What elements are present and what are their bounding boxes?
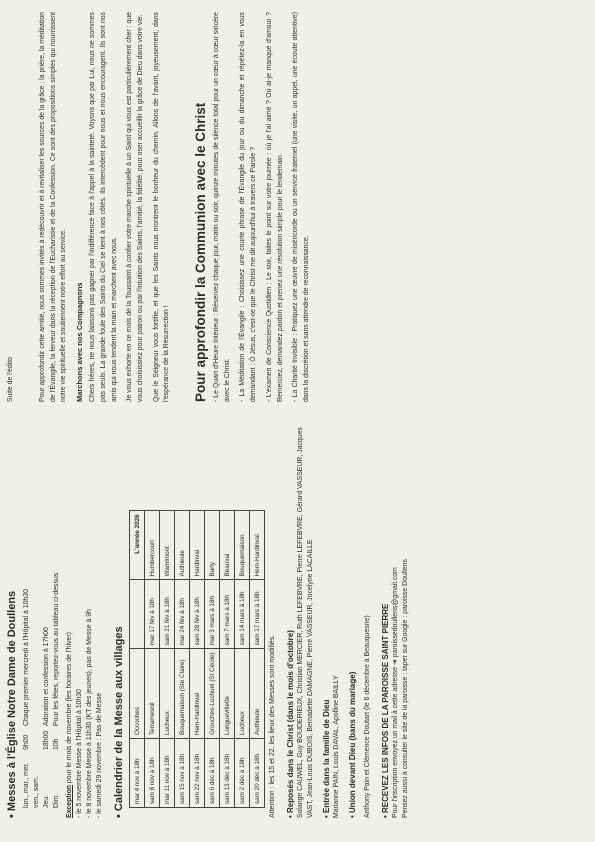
exception-item: - le 5 novembre Messe à l'Hôpital à 10h30 — [76, 689, 83, 818]
calendar-table — [129, 510, 265, 808]
mass-row — [32, 422, 42, 818]
calendar-cell: sam 6 déc à 18h — [205, 739, 220, 808]
mass-row — [52, 422, 62, 818]
left-column — [6, 422, 586, 818]
news-text-1: Pour l'inscription envoyez un mail à cette adresse ➜ paroissedoullens@gmail.com — [392, 567, 399, 818]
right-column — [6, 12, 586, 402]
wedding-text: Anthony Pain et Clémence Doutart (le 6 décembre à Beauquesne) — [364, 615, 371, 818]
communion-item: - L'examen de Conscience Quotidien : Le soir, faites le point sur votre journée : où je l'ai aimé ? Où ai-je manqué d'amour ? Remerciez, demandez pardon et prenez une résolution simple pour le lendemain. — [265, 12, 284, 402]
calendar-cell: mar 11 nov à 18h — [160, 739, 175, 808]
calendar-cell: mar 3 mars à 18h — [205, 580, 220, 649]
calendar-row — [220, 511, 235, 808]
calendar-cell — [130, 580, 145, 649]
calendar-cell: Authieule — [175, 511, 190, 580]
calendar-cell: sam 21 fév à 18h — [160, 580, 175, 649]
mass-days: Jeu. — [43, 794, 50, 808]
calendar-row — [175, 511, 190, 808]
exception-item: - le 8 novembre Messe à 11h30 (KT des jeunes), pas de Messe à 9h — [86, 609, 93, 818]
calendar-cell: Longuevillette — [220, 649, 235, 739]
calendar-cell: sam 8 nov à 18h — [145, 739, 160, 808]
deceased-title: • Reposés dans le Christ (dans le mois d'octobre) — [286, 422, 295, 818]
exception-text: pour le mois de novembre (les horaires de l'hiver) — [66, 632, 73, 784]
calendar-cell: sam 28 fév à 18h — [190, 580, 205, 649]
calendar-cell: Occoches — [130, 649, 145, 739]
news-title: • RECEVEZ LES INFOS DE LA PAROISSE SAINT PIERRE — [381, 422, 390, 818]
calendar-cell: Lucheux — [235, 649, 250, 739]
mass-note: Pour les fêtes, reportez-vous au tableau ci-dessus — [53, 572, 60, 726]
deceased-text: Solange CAUWEL, Guy BOUDERIEUX, Christian MERCIER, Ruth LEFEBVRE, Pierre LEFEBVRE, Gérard VASSEUR, Jacques VAST, Jean-Louis DUBOIS, Bernadette DAMAGNE, Pierre VASSEUR, Jocelyne LACAILLE — [297, 427, 314, 818]
calendar-cell: Hem-Hardinval — [250, 511, 265, 580]
mass-times-title: • Messes à l'Église Notre Dame de Doullens — [6, 422, 18, 818]
mass-note: Chaque premier mercredi à l'Hôpital à 10h30 — [23, 589, 30, 726]
calendar-cell: sam 13 déc à 18h — [220, 739, 235, 808]
calendar-cell: Bouquemaison — [235, 511, 250, 580]
exception-list — [75, 422, 105, 818]
calendar-cell: Lucheux — [160, 649, 175, 739]
continued-label: Suite de l'édito — [7, 357, 14, 402]
calendar-cell: sam 17 mars à 18h — [250, 580, 265, 649]
communion-section-title: Pour approfondir la Communion avec le Christ — [193, 102, 209, 402]
communion-items-list — [212, 12, 313, 402]
calendar-cell: sam 22 nov à 18h — [190, 739, 205, 808]
communion-item: - La Méditation de l'Évangile : Choisissez une courte phrase de l'Évangile du jour ou du dimanche et répétez-la en vous demandant : Ô Jésus, c'est-ce que le Christ me dit aujourd'hui à travers ce Parole ? — [239, 12, 258, 402]
wedding-title: • Union devant Dieu (bans du mariage) — [348, 422, 357, 818]
calendar-cell: mar 24 fév à 18h — [175, 580, 190, 649]
exception-label: Exception — [66, 785, 73, 818]
calendar-cell: Barly — [205, 511, 220, 580]
calendar-row — [250, 511, 265, 808]
calendar-cell: L'année 2026 — [130, 511, 145, 580]
calendar-cell: mar 17 fév à 18h — [145, 580, 160, 649]
communion-item: - Le Quart d'Heure Intérieur : Réservez chaque jour, matin ou soir, quinze minutes de silence total pour un cœur à cœur sincère avec le Christ. — [213, 12, 231, 402]
calendar-cell: sam 7 mars à 18h — [220, 580, 235, 649]
exception-block — [65, 422, 75, 818]
calendar-cell: sam 15 nov à 18h — [175, 739, 190, 808]
mass-row — [42, 422, 52, 818]
calendar-row — [130, 511, 145, 808]
calendar-row — [190, 511, 205, 808]
mass-row — [22, 422, 32, 818]
editorial-paragraph-2: Chers frères, ne nous laissons pas gagner par l'indifférence face à l'appel à la sainteté. Voyons que par Lui, nous ne sommes pas seuls. La grande foule des Saints du Ciel se tient à nos côtés. Ils intercèdent pour nous et nous encouragent. Ils sont nos amis qui nous tendent la main et marchent avec nous. — [89, 12, 118, 402]
calendar-cell: Terramesnil — [145, 649, 160, 739]
calendar-cell: Authieule — [250, 649, 265, 739]
calendar-cell: Grouches-Luchuel (St Cécile) — [205, 649, 220, 739]
editorial-paragraph-3: Je vous exhorte en ce mois de la Toussaint à confier votre marche spirituelle à un Saint qui vous est particulièrement cher : que vous choisissiez pour patron ou par l'intuition des Saints, l'amitié, la fidélité, pour oser accueillir la grâce de Dieu dans votre vie. — [126, 12, 144, 402]
calendar-cell: Hem-Hardinval — [190, 649, 205, 739]
exception-item: - le samedi 29 novembre : Pas de Messe — [96, 692, 103, 818]
editorial-subheading: Marchons avec nos Compagnons — [75, 282, 85, 402]
calendar-row — [235, 511, 250, 808]
attention-note: Attention : les 15 et 22, les lieux des Messes sont modifiés. — [269, 634, 276, 818]
calendar-title: • Calendrier de la Messe aux villages — [113, 422, 125, 818]
communion-item: - La Charité Invisible : Pratiquez une œuvre de miséricorde ou un service fraternel (une visite, un appel, une écoute attentive) dans la discrétion et sans attendre de reconnaissance. — [292, 12, 310, 402]
calendar-cell: Beauval — [220, 511, 235, 580]
news-text-2: Pensez aussi à consulter le site de la paroisse : taper sur Google : paroisse Doullens — [402, 559, 409, 818]
mass-hour — [32, 726, 42, 750]
calendar-row — [145, 511, 160, 808]
mass-days: Dim. — [53, 793, 60, 808]
mass-hour: 9h00 — [23, 734, 30, 750]
calendar-cell: Hardinval — [190, 511, 205, 580]
editorial-paragraph-4: Que le Seigneur vous fortifie, et que les Saints nous montrent le bonheur du chemin. Allons de l'avant, joyeusement, dans l'espérance de la Résurrection ! — [152, 12, 171, 402]
mass-note: Adoration et confession à 17h00 — [43, 627, 50, 726]
editorial-paragraph-1: Pour approfondir cette amitié, nous sommes invités à redécouvrir et à revitaliser les sources de la grâce : la prière, la méditation de l'Évangile, la ferveur dans la réception de l'Eucharistie et de la Confession. Ce sont des propositions simples qui nourrissent notre vie spirituelle et soutiennent notre effort au service. — [39, 12, 68, 402]
calendar-cell: Humbercourt — [145, 511, 160, 580]
calendar-row — [205, 511, 220, 808]
mass-hour: 10h — [53, 738, 60, 750]
calendar-cell: sam 2 déc à 18h — [235, 739, 250, 808]
mass-times-list — [22, 422, 62, 818]
calendar-cell: Warnimont — [160, 511, 175, 580]
calendar-row — [160, 511, 175, 808]
calendar-cell: Bouquemaison (Ste Claire) — [175, 649, 190, 739]
calendar-cell: sam 20 déc à 18h — [250, 739, 265, 808]
mass-days: lun., mar., mer. — [23, 762, 30, 808]
baptism-text: Marianne PAIN, Louis DAVAL, Apolline BAILLY — [333, 675, 340, 818]
calendar-cell: mar 4 nov à 18h — [130, 739, 145, 808]
baptism-title: • Entrée dans la famille de Dieu — [322, 422, 331, 818]
mass-hour: 18h00 — [43, 730, 50, 750]
calendar-cell: sam 14 mars à 18h — [235, 580, 250, 649]
mass-days: ven., sam. — [33, 776, 40, 808]
